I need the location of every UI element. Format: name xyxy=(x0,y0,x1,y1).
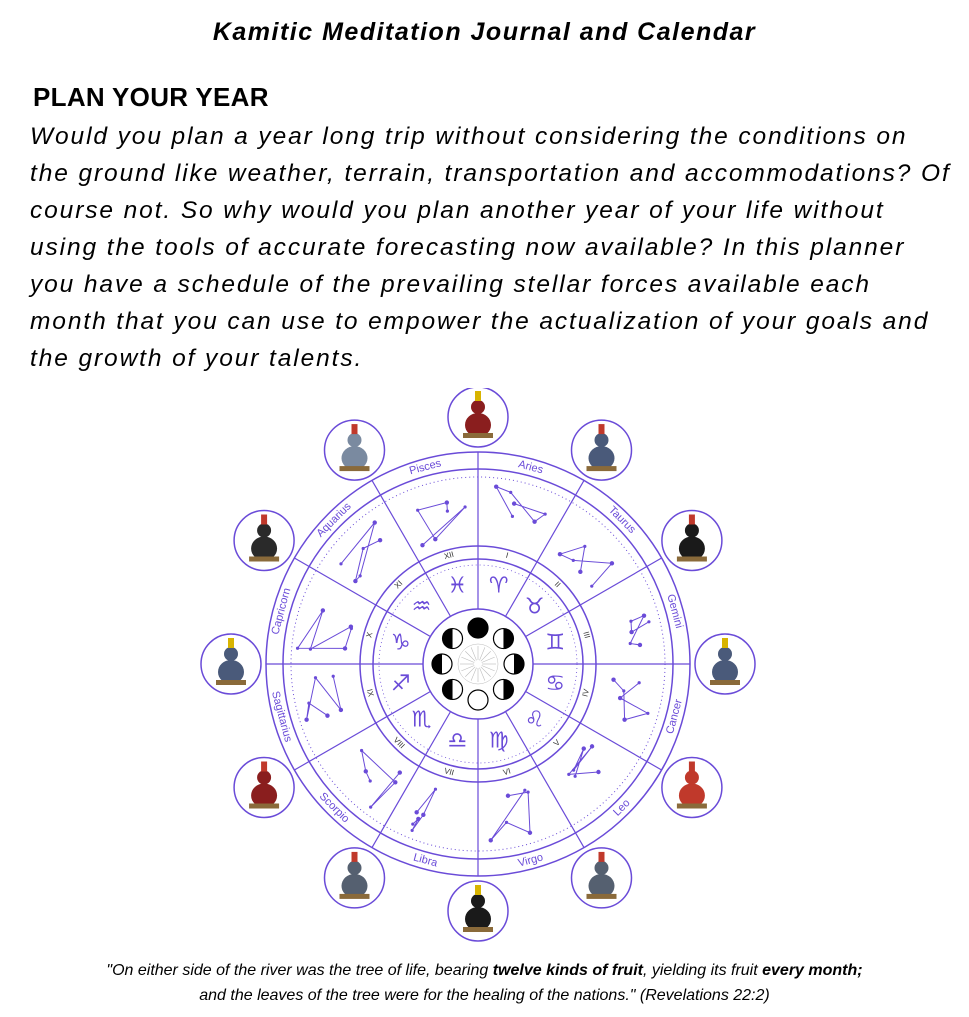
deity-medallion-icon xyxy=(201,634,261,694)
sector-divider xyxy=(294,692,430,771)
sign-numeral: II xyxy=(552,579,563,590)
sign-numeral: VI xyxy=(502,766,512,778)
sign-numeral: X xyxy=(364,631,375,639)
sign-glyph-aries: ♈ xyxy=(488,573,509,599)
sign-name-gemini: Gemini xyxy=(664,592,685,630)
sign-glyph-scorpio: ♏ xyxy=(411,707,432,733)
moon-phase-center xyxy=(432,618,524,710)
sign-numeral: XII xyxy=(443,549,455,562)
deity-medallion-icon xyxy=(325,420,385,480)
sign-numeral: III xyxy=(581,630,592,640)
sign-numeral: XI xyxy=(392,578,405,591)
sign-name-aries: Aries xyxy=(517,458,545,477)
deity-medallion-icon xyxy=(662,758,722,818)
sign-glyph-leo: ♌ xyxy=(524,707,545,733)
sign-numeral: IV xyxy=(580,688,592,698)
deity-medallion-icon xyxy=(234,511,294,571)
constellation-leo xyxy=(567,744,600,778)
sign-name-cancer: Cancer xyxy=(664,697,685,736)
sign-name-libra: Libra xyxy=(411,851,439,870)
sector-divider xyxy=(526,558,662,637)
sign-glyph-sagittarius: ♐ xyxy=(390,671,411,697)
sign-numeral: I xyxy=(504,550,510,561)
moon-phase-icon xyxy=(468,690,488,710)
sign-name-aquarius: Aquarius xyxy=(314,500,354,540)
sign-numeral: IX xyxy=(364,688,376,698)
constellation-gemini xyxy=(629,613,651,647)
constellation-taurus xyxy=(558,545,614,588)
sign-glyph-libra: ♎ xyxy=(447,728,468,754)
deity-medallion-icon xyxy=(572,848,632,908)
deity-medallion-icon xyxy=(662,511,722,571)
sign-name-capricorn: Capricorn xyxy=(269,586,294,636)
moon-phase-icon xyxy=(468,618,488,638)
sign-glyph-virgo: ♍ xyxy=(488,728,509,754)
section-heading: PLAN YOUR YEAR xyxy=(33,82,269,112)
sign-name-virgo: Virgo xyxy=(516,851,545,870)
constellation-libra xyxy=(411,788,438,832)
sign-name-scorpio: Scorpio xyxy=(316,790,352,826)
sign-name-taurus: Taurus xyxy=(606,504,638,536)
sign-numeral: VII xyxy=(443,766,456,778)
constellation-pisces xyxy=(416,500,467,547)
sign-glyph-capricorn: ♑ xyxy=(390,630,411,656)
deity-medallion-icon xyxy=(448,388,508,447)
deity-medallion-icon xyxy=(572,420,632,480)
sign-name-leo: Leo xyxy=(611,797,633,819)
constellation-cancer xyxy=(611,677,649,721)
sector-divider xyxy=(294,558,430,637)
deity-medallion-icon xyxy=(695,634,755,694)
deity-medallion-icon xyxy=(325,848,385,908)
deity-medallion-icon xyxy=(448,881,508,941)
sign-numeral: V xyxy=(551,737,562,748)
zodiac-wheel-figure xyxy=(200,388,760,948)
sign-glyph-cancer: ♋ xyxy=(545,671,566,697)
sign-glyph-aquarius: ♒ xyxy=(411,594,432,620)
document-title: Kamitic Meditation Journal and Calendar xyxy=(212,18,757,46)
sector-divider xyxy=(526,692,662,771)
sign-glyph-pisces: ♓ xyxy=(447,573,468,599)
sign-glyph-taurus: ♉ xyxy=(524,594,545,620)
deity-medallion-icon xyxy=(234,758,294,818)
sign-numeral: VIII xyxy=(391,735,407,751)
constellation-sagittarius xyxy=(304,675,343,722)
scripture-quote xyxy=(0,958,969,1008)
constellation-scorpio xyxy=(360,749,402,809)
constellation-capricorn xyxy=(296,608,353,650)
constellation-virgo xyxy=(489,789,533,843)
sign-name-sagittarius: Sagittarius xyxy=(269,689,295,744)
constellation-aquarius xyxy=(339,520,382,583)
sign-glyph-gemini: ♊ xyxy=(545,630,566,656)
quote-line-2: and the leaves of the tree were for the healing of the nations." (Revelations 22:2) xyxy=(199,987,770,1004)
quote-line-1: "On either side of the river was the tree of life, bearing twelve kinds of fruit, yielding its fruit every month; xyxy=(106,962,863,979)
intro-paragraph: Would you plan a year long trip without considering the conditions on the ground like weather, terrain, transportation and accommodations? Of course not. So why would you plan another year of your life without using the tools of accurate forecasting now available? In this planner you have a schedule of the prevailing stellar forces available each month that you can use to empower the actualization of your goals and the growth of your talents. xyxy=(30,123,951,372)
constellation-aries xyxy=(494,484,547,523)
sign-name-pisces: Pisces xyxy=(408,457,443,478)
